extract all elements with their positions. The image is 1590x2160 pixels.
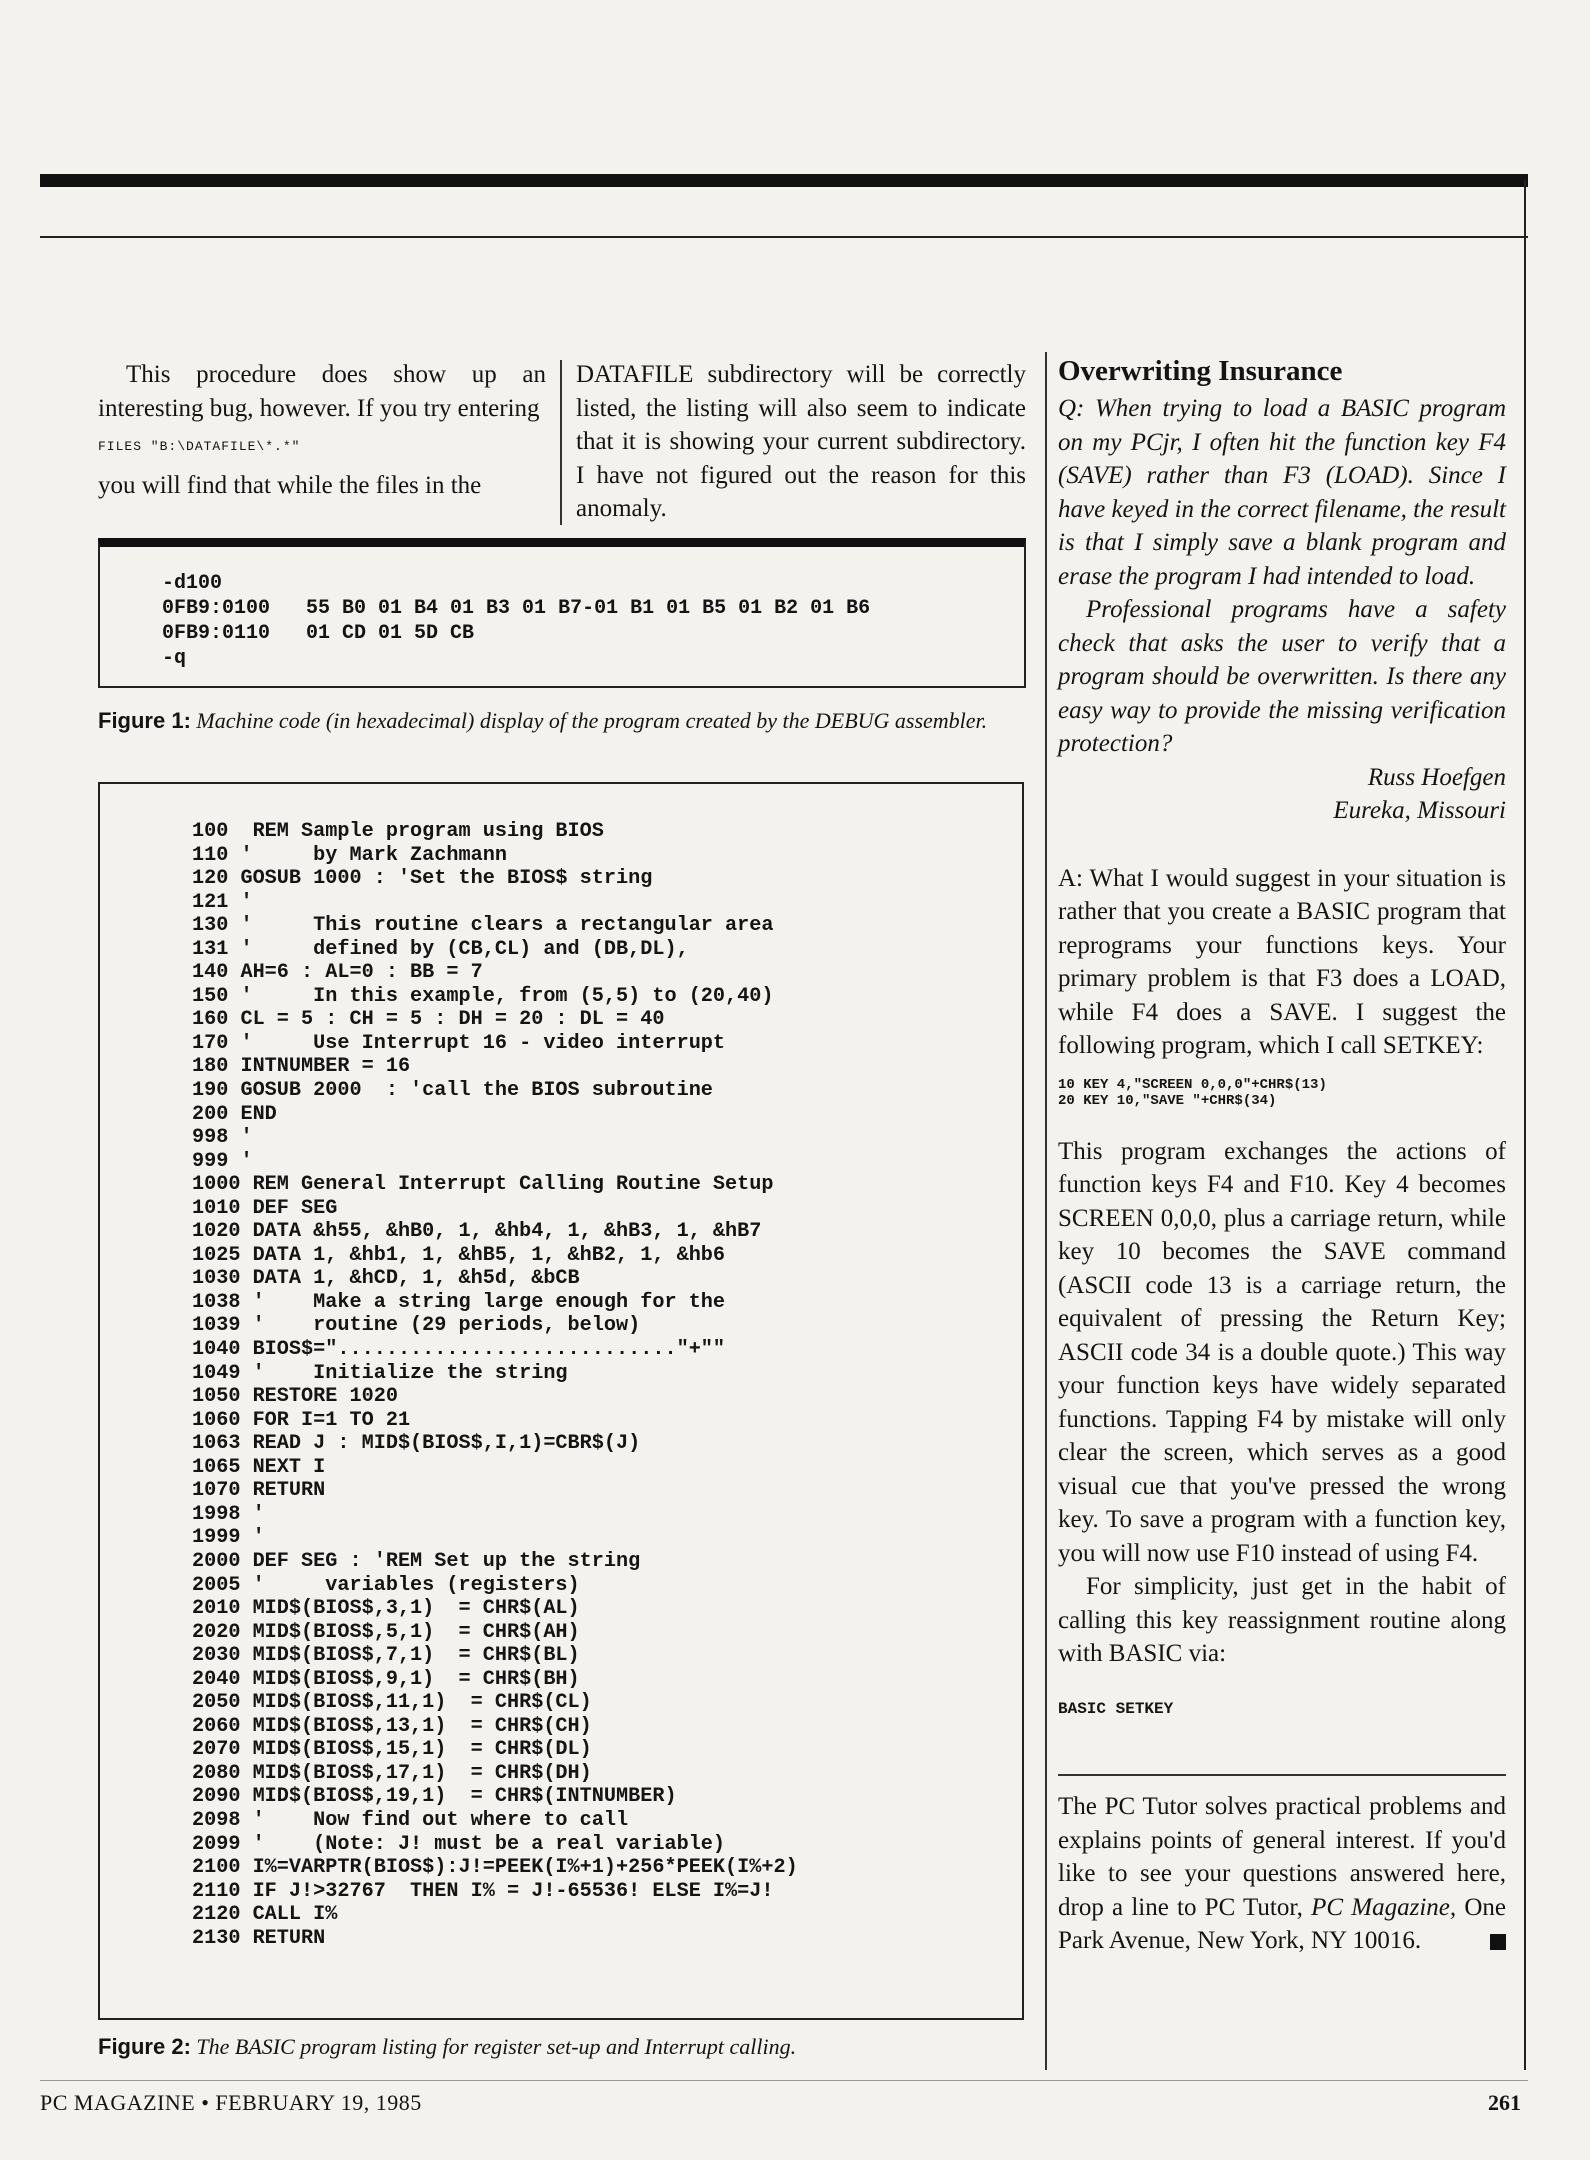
page-number: 261: [1488, 2090, 1521, 2115]
footer-rule: [40, 2080, 1528, 2081]
footer-publication: PC MAGAZINE • FEBRUARY 19, 1985: [40, 2090, 422, 2115]
question-paragraph-1: [1058, 392, 1506, 593]
top-heavy-rule: [40, 174, 1528, 187]
tutor-paragraph: [1058, 1790, 1506, 1958]
short-column-divider: [560, 360, 562, 525]
answer-paragraph-1: [1058, 862, 1506, 1063]
figure-2-caption-label: Figure 2:: [98, 2034, 191, 2059]
top-thin-rule: [40, 236, 1528, 238]
col2-paragraph-1: DATAFILE subdirectory will be correctly listed, the listing will also seem to indicate that it is showing your current subdirectory. I have not figured out the reason for this anomaly.: [576, 361, 1026, 522]
col1-paragraph-2: you will find that while the files in the: [98, 472, 482, 499]
column-2-text: [576, 358, 1026, 526]
column-divider: [1045, 352, 1047, 2070]
figure-2-code: 100 REM Sample program using BIOS 110 ' by Mark Zachmann 120 GOSUB 1000 : 'Set the BIOS$ string 121 ' 130 ' This routine clears a rectangular area 131 ' defined by (CB,CL) and (DB,DL), 140 AH=6 : AL=0 : BB = 7 150 ' In this example, from (5,5) to (20,40) 160 CL = 5 : CH = 5 : DH = 20 : DL = 40 170 ' Use Interrupt 16 - video interrupt 180 INTNUMBER = 16 190 GOSUB 2000 : 'call the BIOS subroutine 200 END 998 ' 999 ' 1000 REM General Interrupt Calling Routine Setup 1010 DEF SEG 1020 DATA &h55, &hB0, 1, &hb4, 1, &hB3, 1, &hB7 1025 DATA 1, &hb1, 1, &hB5, 1, &hB2, 1, &hb6 1030 DATA 1, &hCD, 1, &h5d, &bCB 1038 ' Make a string large enough for the 1039 ' routine (29 periods, below) 1040 BIOS$="............................"+"" 1049 ' Initialize the string 1050 RESTORE 1020 1060 FOR I=1 TO 21 1063 READ J : MID$(BIOS$,I,1)=CBR$(J) 1065 NEXT I 1070 RETURN 1998 ' 1999 ' 2000 DEF SEG : 'REM Set up the string 2005 ' variables (registers) 2010 MID$(BIOS$,3,1) = CHR$(AL) 2020 MID$(BIOS$,5,1) = CHR$(AH) 2030 MID$(BIOS$,7,1) = CHR$(BL) 2040 MID$(BIOS$,9,1) = CHR$(BH) 2050 MID$(BIOS$,11,1) = CHR$(CL) 2060 MID$(BIOS$,13,1) = CHR$(CH) 2070 MID$(BIOS$,15,1) = CHR$(DL) 2080 MID$(BIOS$,17,1) = CHR$(DH) 2090 MID$(BIOS$,19,1) = CHR$(INTNUMBER) 2098 ' Now find out where to call 2099 ' (Note: J! must be a real variable) 2100 I%=VARPTR(BIOS$):J!=PEEK(I%+1)+256*PEEK(I%+2) 2110 IF J!>32767 THEN I% = J!-65536! ELSE I%=J! 2120 CALL I% 2130 RETURN: [192, 820, 798, 1950]
right-border-rule: [1524, 180, 1526, 2070]
question-text-1: When trying to load a BASIC program on my PCjr, I often hit the function key F4 (SAVE) rather than F3 (LOAD). Since I have keyed in the correct filename, the result is that I simply save a blank program and erase the program I had intended to load.: [1058, 395, 1507, 590]
tutor-magazine-name: PC Magazine,: [1311, 1893, 1457, 1921]
signature-name: Russ Hoefgen: [1367, 763, 1506, 791]
figure-1-caption: [98, 706, 1026, 736]
figure-2-box: [98, 782, 1024, 2020]
answer-label: A:: [1058, 864, 1083, 892]
col1-paragraph-1: This procedure does show up an interesting bug, however. If you try entering: [98, 361, 546, 422]
question-label: Q:: [1058, 395, 1085, 422]
signature-place: Eureka, Missouri: [1333, 797, 1506, 824]
answer-paragraph-2: This program exchanges the actions of function keys F4 and F10. Key 4 becomes SCREEN 0,0,0, plus a carriage return, while key 10 becomes the SAVE command (ASCII code 13 is a carriage return, the equivalent of pressing the Return Key; ASCII code 34 is a double quote.) This way your function keys have widely separated functions. Tapping F4 by mistake will only clear the screen, which serves as a good visual cue that you've pressed the wrong key. To save a program with a function key, you will now use F10 instead of using F4.: [1058, 1137, 1506, 1567]
tutor-text-b: One Park Avenue, New York, NY 10016.: [1058, 1893, 1507, 1954]
column-3-text: [1058, 352, 1506, 1958]
basic-setkey-command: BASIC SETKEY: [1058, 1699, 1174, 1718]
tutor-separator: [1058, 1774, 1506, 1776]
answer-text-1: What I would suggest in your situation is rather that you create a BASIC program that reprograms your functions keys. Your primary problem is that F3 does a LOAD, while F4 does a SAVE. I suggest the following program, which I call SETKEY:: [1058, 864, 1506, 1059]
figure-1-code: -d100 0FB9:0100 55 B0 01 B4 01 B3 01 B7-01 B1 01 B5 01 B2 01 B6 0FB9:0110 01 CD 01 5D CB -q: [162, 572, 871, 670]
figure-1-box: [98, 538, 1026, 688]
tutor-text-a: The PC Tutor solves practical problems and explains points of general interest. If you'd like to see your questions answered here, drop a line to PC Tutor,: [1058, 1793, 1506, 1921]
figure-2-caption: [98, 2032, 1026, 2062]
figure-1-caption-text: Machine code (in hexadecimal) display of the program created by the DEBUG assembler.: [196, 708, 988, 733]
end-of-article-mark: [1490, 1934, 1506, 1950]
answer-paragraph-3: For simplicity, just get in the habit of calling this key reassignment routine along with BASIC via:: [1058, 1573, 1506, 1667]
column-1-text: [98, 358, 546, 503]
setkey-code: 10 KEY 4,"SCREEN 0,0,0"+CHR$(13) 20 KEY 10,"SAVE "+CHR$(34): [1058, 1076, 1327, 1109]
files-command-line: FILES "B:\DATAFILE\*.*": [98, 439, 301, 454]
figure-1-caption-label: Figure 1:: [98, 708, 191, 733]
question-paragraph-2: Professional programs have a safety check that asks the user to verify that a program should be overwritten. Is there any easy way to provide the missing verification protection?: [1058, 596, 1506, 757]
figure-2-caption-text: The BASIC program listing for register set-up and Interrupt calling.: [196, 2034, 797, 2059]
section-heading: Overwriting Insurance: [1058, 355, 1343, 387]
